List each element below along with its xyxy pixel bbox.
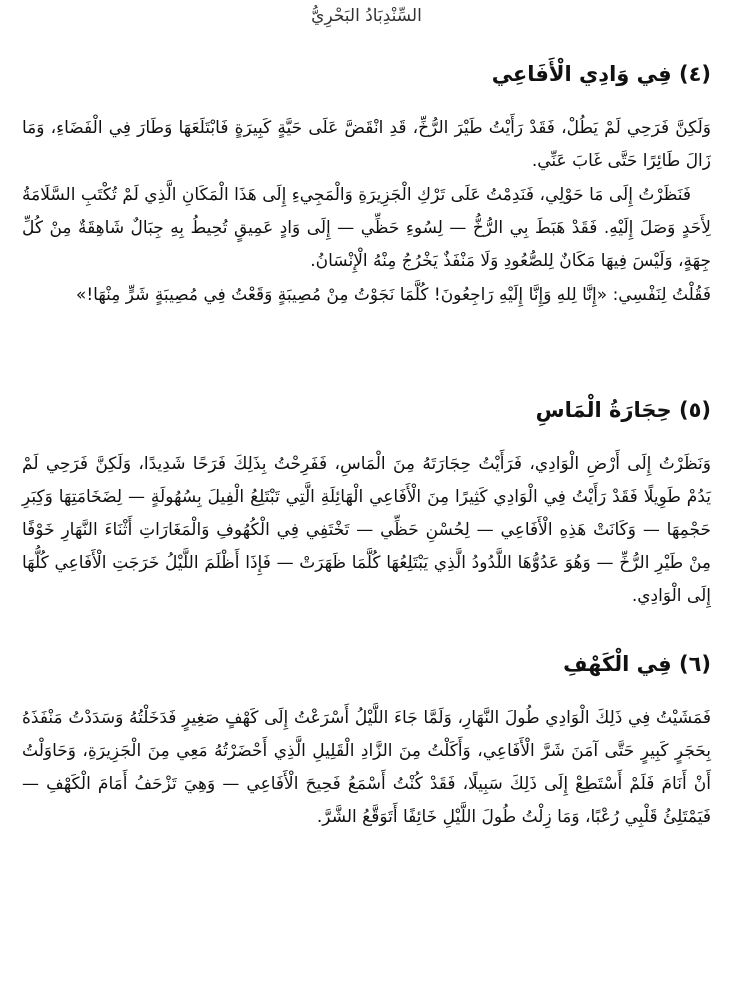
section-title: (٤) فِي وَادِي الْأَفَاعِي — [491, 62, 711, 86]
paragraph: وَلَكِنَّ فَرَحِي لَمْ يَطُلْ، فَقَدْ رَأَيْتُ طَيْرَ الرُّخِّ، قَدِ انْقَضَّ عَلَى حَيَّةٍ كَبِيرَةٍ فَابْتَلَعَهَا وَطَارَ فِي الْفَضَاءِ، وَمَا زَالَ طَائِرًا حَتَّى غَابَ عَنِّي. — [22, 118, 711, 171]
section-title: (٥) حِجَارَةُ الْمَاسِ — [535, 398, 711, 422]
running-header: السِّنْدِبَادُ البَحْرِيُّ — [311, 6, 422, 26]
paragraph: وَنَظَرْتُ إِلَى أَرْضِ الْوَادِي، فَرَأَيْتُ حِجَارَتَهُ مِنَ الْمَاسِ، فَفَرِحْتُ بِذَلِكَ فَرَحًا شَدِيدًا، وَلَكِنَّ فَرَحِي لَمْ يَدُمْ طَوِيلًا فَقَدْ رَأَيْتُ فِي الْوَادِي كَثِيرًا مِنَ الْأَفَاعِي الْهَائِلَةِ الَّتِي تَبْتَلِعُ الْفِيلَ بِسُهُولَةٍ — لِضَخَامَتِهَا وَكِبَرِ حَجْمِهَا — وَكَانَتْ هَذِهِ الْأَفَاعِي — لِحُسْنِ حَظِّي — تَخْتَفِي فِي الْكُهُوفِ وَالْمَغَارَاتِ أَثْنَاءَ النَّهَارِ خَوْفًا مِنْ طَيْرِ الرُّخِّ — وَهُوَ عَدُوُّهَا اللَّدُودُ الَّذِي يَبْتَلِعُهَا كُلَّمَا ظَهَرَتْ — فَإِذَا أَظْلَمَ اللَّيْلُ خَرَجَتِ الْأَفَاعِي كُلُّهَا إِلَى الْوَادِي. — [22, 454, 711, 606]
paragraph: فَنَظَرْتُ إِلَى مَا حَوْلِي، فَنَدِمْتُ عَلَى تَرْكِ الْجَزِيرَةِ وَالْمَجِيءِ إِلَى هَذَا الْمَكَانِ الَّذِي لَمْ تُكْتَبِ السَّلَامَةُ لِأَحَدٍ وَصَلَ إِلَيْهِ. فَقَدْ هَبَطَ بِي الرُّخُّ — لِسُوءِ حَظِّي — إِلَى وَادٍ عَمِيقٍ تُحِيطُ بِهِ جِبَالٌ شَاهِقَةٌ مِنْ كُلِّ جِهَةٍ، وَلَيْسَ فِيهَا مَكَانٌ لِلصُّعُودِ وَلَا مَنْفَذٌ يَخْرُجُ مِنْهُ الْإِنْسَانُ. — [22, 185, 711, 271]
paragraph: فَقُلْتُ لِنَفْسِي: «إِنَّا لِلهِ وَإِنَّا إِلَيْهِ رَاجِعُونَ! كُلَّمَا نَجَوْتُ مِنْ مُصِيبَةٍ وَقَعْتُ فِي مُصِيبَةٍ شَرٍّ مِنْهَا!» — [75, 285, 711, 305]
paragraph: فَمَشَيْتُ فِي ذَلِكَ الْوَادِي طُولَ النَّهَارِ، وَلَمَّا جَاءَ اللَّيْلُ أَسْرَعْتُ إِلَى كَهْفٍ صَغِيرٍ فَدَخَلْتُهُ وَسَدَدْتُ مَنْفَذَهُ بِحَجَرٍ كَبِيرٍ حَتَّى آمَنَ شَرَّ الْأَفَاعِي، وَأَكَلْتُ مِنَ الزَّادِ الْقَلِيلِ الَّذِي أَحْضَرْتُهُ مَعِي مِنَ الْجَزِيرَةِ، وَحَاوَلْتُ أَنْ أَنَامَ فَلَمْ أَسْتَطِعْ إِلَى ذَلِكَ سَبِيلًا، فَقَدْ كُنْتُ أَسْمَعُ فَحِيحَ الْأَفَاعِي — وَهِيَ تَزْحَفُ أَمَامَ الْكَهْفِ — فَيَمْتَلِئُ قَلْبِي رُعْبًا، وَمَا زِلْتُ طُولَ اللَّيْلِ خَائِفًا أَتَوَقَّعُ الشَّرَّ. — [22, 708, 711, 827]
section-title: (٦) فِي الْكَهْفِ — [563, 652, 711, 676]
